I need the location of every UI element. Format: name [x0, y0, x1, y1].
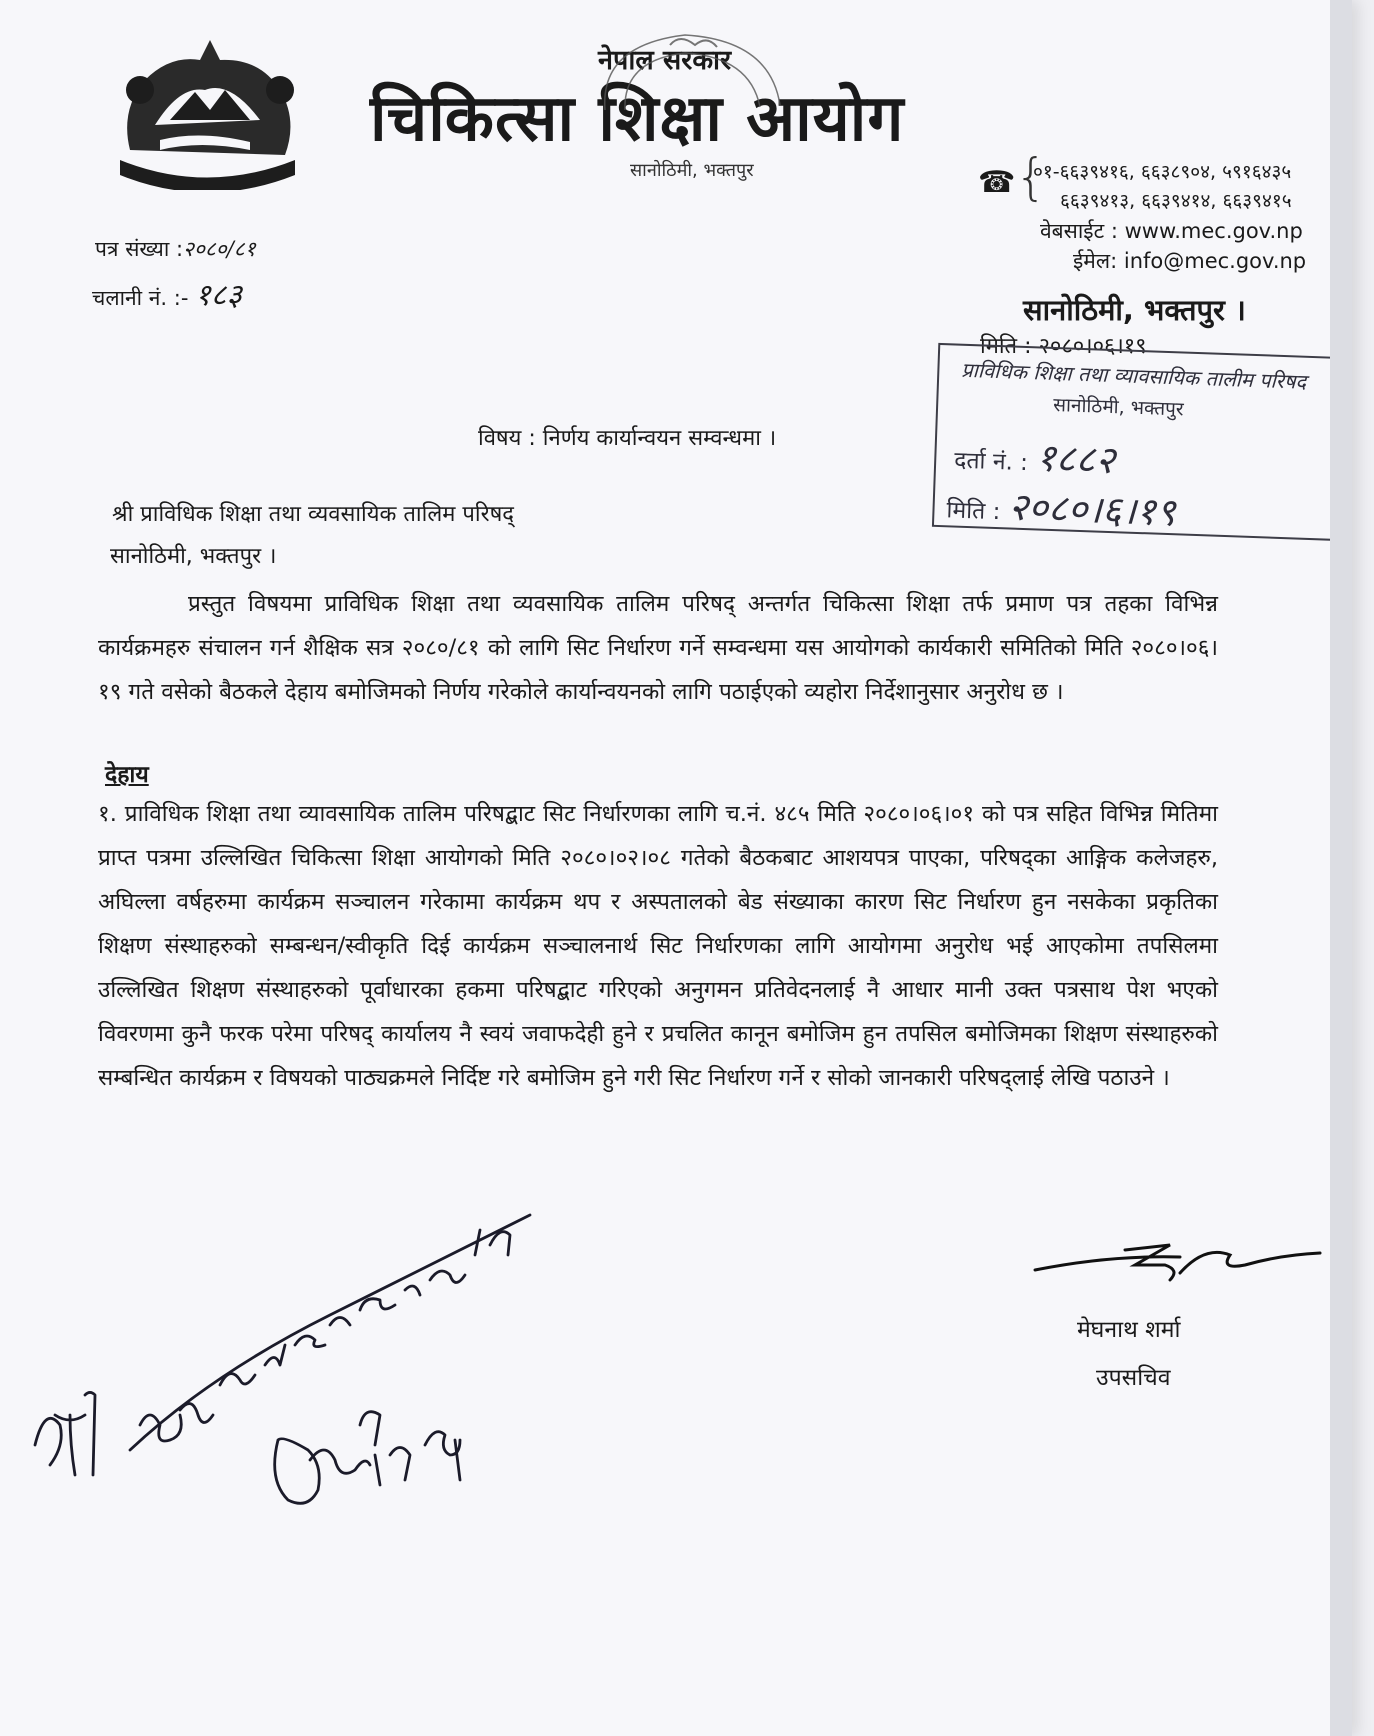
reference-number-label: पत्र संख्या :	[95, 237, 184, 261]
reference-number	[95, 235, 256, 263]
addressee-line1: श्री प्राविधिक शिक्षा तथा व्यवसायिक तालिम परिषद्	[112, 502, 514, 527]
stamp-organization: प्राविधिक शिक्षा तथा व्यावसायिक तालीम परिषद	[960, 357, 1307, 394]
reference-number-value: २०८०/८१	[183, 237, 256, 261]
seal-city: सानोठिमी, भक्तपुर	[630, 160, 754, 181]
phone-icon: ☎	[978, 165, 1016, 200]
subject-line: विषय : निर्णय कार्यान्वयन सम्वन्धमा ।	[478, 426, 777, 451]
stamp-registration	[954, 428, 1116, 486]
website: वेबसाईट : www.mec.gov.np	[1040, 219, 1303, 243]
signer-designation: उपसचिव	[1096, 1365, 1171, 1391]
email: ईमेल: info@mec.gov.np	[1073, 249, 1307, 273]
body-paragraph-2: १. प्राविधिक शिक्षा तथा व्यावसायिक तालिम परिषद्बाट सिट निर्धारणका लागि च.नं. ४८५ मिति २०८०।०६।०१ को पत्र सहित विभिन्न मितिमा प्राप्त पत्रमा उल्लिखित चिकित्सा शिक्षा आयोगको मिति २०८०।०२।०८ गतेको बैठकबाट आशयपत्र पाएका, परिषद्का आङ्गिक कलेजहरु, अघिल्ला वर्षहरुमा कार्यक्रम सञ्चालन गरेकामा कार्यक्रम थप र अस्पतालको बेड संख्याका कारण सिट निर्धारण हुन नसकेका प्रकृतिका शिक्षण संस्थाहरुको सम्बन्धन/स्वीकृति दिई कार्यक्रम सञ्चालनार्थ सिट निर्धारणका लागि आयोगमा अनुरोध भई आएकोमा तपसिलमा उल्लिखित शिक्षण संस्थाहरुको पूर्वाधारका हकमा परिषद्बाट गरिएको अनुगमन प्रतिवेदनलाई नै आधार मानी उक्त पत्रसाथ पेश भएको विवरणमा कुनै फरक परेमा परिषद् कार्यालय नै स्वयं जवाफदेही हुने र प्रचलित कानून बमोजिम हुन तपसिल बमोजिमका शिक्षण संस्थाहरुको सम्बन्धित कार्यक्रम र विषयको पाठ्यक्रमले निर्दिष्ट गरे बमोजिम हुने गरी सिट निर्धारण गर्ने र सोको जानकारी परिषद्लाई लेखि पठाउने ।	[98, 801, 1218, 1091]
signer-name: मेघनाथ शर्मा	[1077, 1317, 1181, 1343]
page-edge-shadow	[1330, 0, 1352, 1736]
nepal-emblem-icon	[100, 30, 315, 190]
office-city: सानोठिमी, भक्तपुर ।	[1023, 293, 1246, 327]
government-name: नेपाल सरकार	[598, 45, 732, 76]
dispatch-number-value: १८३	[195, 278, 242, 313]
stamp-city: सानोठिमी, भक्तपुर	[1052, 393, 1185, 421]
brace-icon: {	[1015, 148, 1047, 206]
dispatch-number	[92, 273, 242, 314]
stamp-date	[946, 477, 1177, 537]
letter-date: मिति : २०८०।०६।१९	[980, 334, 1147, 359]
handwritten-note	[30, 1195, 590, 1505]
dispatch-number-label: चलानी नं. :-	[92, 286, 189, 310]
phone-numbers-line1: ०१-६६३९४१६, ६६३८९०४, ५९१६४३५	[1033, 161, 1292, 183]
addressee-line2: सानोठिमी, भक्तपुर ।	[110, 544, 277, 569]
stamp-registration-label: दर्ता नं. :	[953, 447, 1029, 477]
stamp-registration-value: १८८२	[1035, 435, 1116, 483]
body-paragraph-1: प्रस्तुत विषयमा प्राविधिक शिक्षा तथा व्यवसायिक तालिम परिषद् अन्तर्गत चिकित्सा शिक्षा तर्फ प्रमाण पत्र तहका विभिन्न कार्यक्रमहरु संचालन गर्न शैक्षिक सत्र २०८०/८१ को लागि सिट निर्धारण गर्ने सम्वन्धमा यस आयोगको कार्यकारी समितिको मिति २०८०।०६।१९ गते वसेको बैठकले देहाय बमोजिमको निर्णय गरेकोले कार्यान्वयनको लागि पठाईएको व्यहोरा निर्देशानुसार अनुरोध छ ।	[98, 591, 1218, 705]
stamp-date-label: मिति :	[946, 497, 1001, 526]
phone-numbers-line2: ६६३९४१३, ६६३९४१४, ६६३९४१५	[1060, 190, 1292, 212]
signature-scribble	[1030, 1225, 1330, 1295]
stamp-date-value: २०८०।६।१९	[1007, 484, 1177, 535]
dehay-heading: देहाय	[105, 762, 149, 788]
commission-title: चिकित्सा शिक्षा आयोग	[370, 82, 905, 156]
received-stamp	[932, 343, 1347, 541]
